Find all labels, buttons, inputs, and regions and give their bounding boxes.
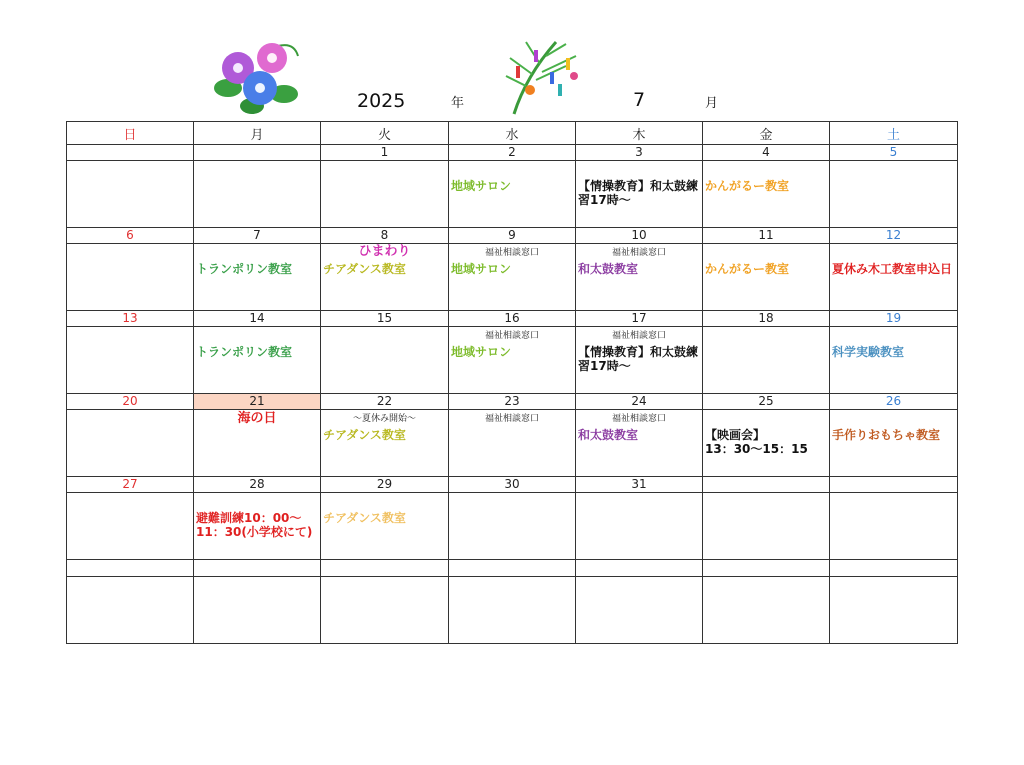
date-cell: 7 — [194, 228, 321, 244]
event-wadaiko-practice: 【情操教育】和太鼓練習17時～ — [578, 345, 699, 373]
date-cell — [830, 477, 958, 493]
event-wadaiko-practice: 【情操教育】和太鼓練習17時～ — [578, 179, 699, 207]
event-cell — [830, 577, 958, 644]
event-cell — [194, 244, 321, 311]
event-cheer-dance: チアダンス教室 — [323, 262, 406, 276]
date-cell: 13 — [67, 311, 194, 327]
event-umi-no-hi: 海の日 — [237, 411, 277, 426]
event-cell — [703, 410, 830, 477]
date-cell: 15 — [321, 311, 449, 327]
event-cell — [449, 410, 576, 477]
date-cell — [703, 477, 830, 493]
weekday-mon: 月 — [194, 122, 321, 145]
event-cell — [449, 161, 576, 228]
morning-glory-illustration — [208, 36, 304, 116]
event-cell — [321, 493, 449, 560]
event-movie-time: 13：30～15：15 — [705, 442, 808, 456]
event-movie-title: 【映画会】 — [705, 428, 766, 442]
week-1-events — [67, 161, 958, 228]
event-welfare-desk: 福祉相談窓口 — [484, 414, 539, 424]
week-5-events — [67, 493, 958, 560]
event-cell — [830, 493, 958, 560]
week-4-events — [67, 410, 958, 477]
month-label: 月 — [705, 96, 719, 111]
date-cell-holiday: 21 — [194, 394, 321, 410]
date-cell: 23 — [449, 394, 576, 410]
event-woodwork-signup: 夏休み木工教室申込日 — [832, 262, 953, 276]
weekday-tue: 火 — [321, 122, 449, 145]
date-cell: 29 — [321, 477, 449, 493]
date-cell — [321, 560, 449, 577]
date-cell: 1 — [321, 145, 449, 161]
date-cell: 9 — [449, 228, 576, 244]
calendar-table — [66, 121, 958, 644]
date-cell — [830, 560, 958, 577]
date-cell: 26 — [830, 394, 958, 410]
event-kangaroo-class: かんがるー教室 — [705, 262, 790, 276]
event-cell — [449, 327, 576, 394]
event-cheer-dance: チアダンス教室 — [323, 428, 406, 442]
date-cell: 14 — [194, 311, 321, 327]
weekday-fri: 金 — [703, 122, 830, 145]
event-cell — [321, 327, 449, 394]
event-wadaiko-class: 和太鼓教室 — [578, 428, 639, 442]
date-cell: 10 — [576, 228, 703, 244]
event-welfare-desk: 福祉相談窓口 — [611, 248, 666, 258]
week-3-dates — [67, 311, 958, 327]
tanabata-bamboo-illustration — [496, 36, 588, 116]
date-cell: 19 — [830, 311, 958, 327]
event-cell — [703, 577, 830, 644]
event-cell — [830, 244, 958, 311]
event-cell — [830, 410, 958, 477]
weekday-sun: 日 — [67, 122, 194, 145]
date-cell: 17 — [576, 311, 703, 327]
date-cell: 5 — [830, 145, 958, 161]
week-6-events — [67, 577, 958, 644]
date-cell: 12 — [830, 228, 958, 244]
date-cell: 20 — [67, 394, 194, 410]
event-cell — [67, 161, 194, 228]
event-welfare-desk: 福祉相談窓口 — [484, 248, 539, 258]
event-cell — [194, 577, 321, 644]
event-cell — [194, 161, 321, 228]
date-cell: 30 — [449, 477, 576, 493]
event-cheer-dance: チアダンス教室 — [323, 511, 406, 525]
event-toy-making: 手作りおもちゃ教室 — [832, 428, 941, 442]
event-cell — [830, 161, 958, 228]
date-cell: 24 — [576, 394, 703, 410]
event-chiiki-salon: 地域サロン — [451, 262, 512, 276]
event-cell — [576, 577, 703, 644]
year-value: 2025 — [357, 90, 406, 112]
calendar-header — [0, 0, 1024, 120]
week-3-events — [67, 327, 958, 394]
date-cell: 11 — [703, 228, 830, 244]
event-cell — [703, 161, 830, 228]
week-6-dates — [67, 560, 958, 577]
date-cell: 4 — [703, 145, 830, 161]
event-chiiki-salon: 地域サロン — [451, 345, 512, 359]
event-cell — [449, 577, 576, 644]
date-cell: 16 — [449, 311, 576, 327]
week-4-dates — [67, 394, 958, 410]
event-cell — [321, 577, 449, 644]
date-cell — [67, 560, 194, 577]
event-cell — [67, 577, 194, 644]
event-welfare-desk: 福祉相談窓口 — [611, 331, 666, 341]
event-cell — [321, 410, 449, 477]
week-5-dates — [67, 477, 958, 493]
month-value: 7 — [633, 89, 646, 111]
event-himawari: ひまわり — [358, 244, 411, 259]
week-1-dates — [67, 145, 958, 161]
event-chiiki-salon: 地域サロン — [451, 179, 512, 193]
weekday-header-row — [67, 122, 958, 145]
event-cell — [576, 410, 703, 477]
week-2-events — [67, 244, 958, 311]
week-2-dates — [67, 228, 958, 244]
date-cell: 8 — [321, 228, 449, 244]
event-cell — [67, 327, 194, 394]
event-cell — [194, 327, 321, 394]
date-cell — [449, 560, 576, 577]
date-cell — [703, 560, 830, 577]
date-cell: 2 — [449, 145, 576, 161]
weekday-wed: 水 — [449, 122, 576, 145]
event-cell — [194, 493, 321, 560]
event-cell — [67, 244, 194, 311]
event-cell — [67, 410, 194, 477]
event-trampoline: トランポリン教室 — [196, 262, 293, 276]
event-cell — [703, 493, 830, 560]
event-cell — [703, 244, 830, 311]
event-cell — [449, 493, 576, 560]
event-cell — [194, 410, 321, 477]
event-welfare-desk: 福祉相談窓口 — [484, 331, 539, 341]
event-cell — [321, 244, 449, 311]
event-cell — [576, 161, 703, 228]
date-cell — [194, 560, 321, 577]
date-cell — [67, 145, 194, 161]
event-trampoline: トランポリン教室 — [196, 345, 293, 359]
year-label: 年 — [451, 96, 465, 111]
date-cell — [576, 560, 703, 577]
event-welfare-desk: 福祉相談窓口 — [611, 414, 666, 424]
weekday-sat: 土 — [830, 122, 958, 145]
date-cell: 31 — [576, 477, 703, 493]
event-science-class: 科学実験教室 — [832, 345, 905, 359]
event-cell — [576, 327, 703, 394]
event-cell — [321, 161, 449, 228]
date-cell: 3 — [576, 145, 703, 161]
event-summer-break-start: ～夏休み開始～ — [352, 414, 416, 424]
event-wadaiko-class: 和太鼓教室 — [578, 262, 639, 276]
date-cell: 28 — [194, 477, 321, 493]
event-cell — [703, 327, 830, 394]
event-cell — [67, 493, 194, 560]
event-cell — [576, 244, 703, 311]
event-kangaroo-class: かんがるー教室 — [705, 179, 790, 193]
date-cell — [194, 145, 321, 161]
date-cell: 25 — [703, 394, 830, 410]
event-cell — [830, 327, 958, 394]
event-evacuation-drill: 避難訓練10：00～11：30(小学校にて) — [196, 511, 313, 539]
date-cell: 18 — [703, 311, 830, 327]
weekday-thu: 木 — [576, 122, 703, 145]
date-cell: 22 — [321, 394, 449, 410]
date-cell: 27 — [67, 477, 194, 493]
date-cell: 6 — [67, 228, 194, 244]
event-cell — [449, 244, 576, 311]
event-cell — [576, 493, 703, 560]
